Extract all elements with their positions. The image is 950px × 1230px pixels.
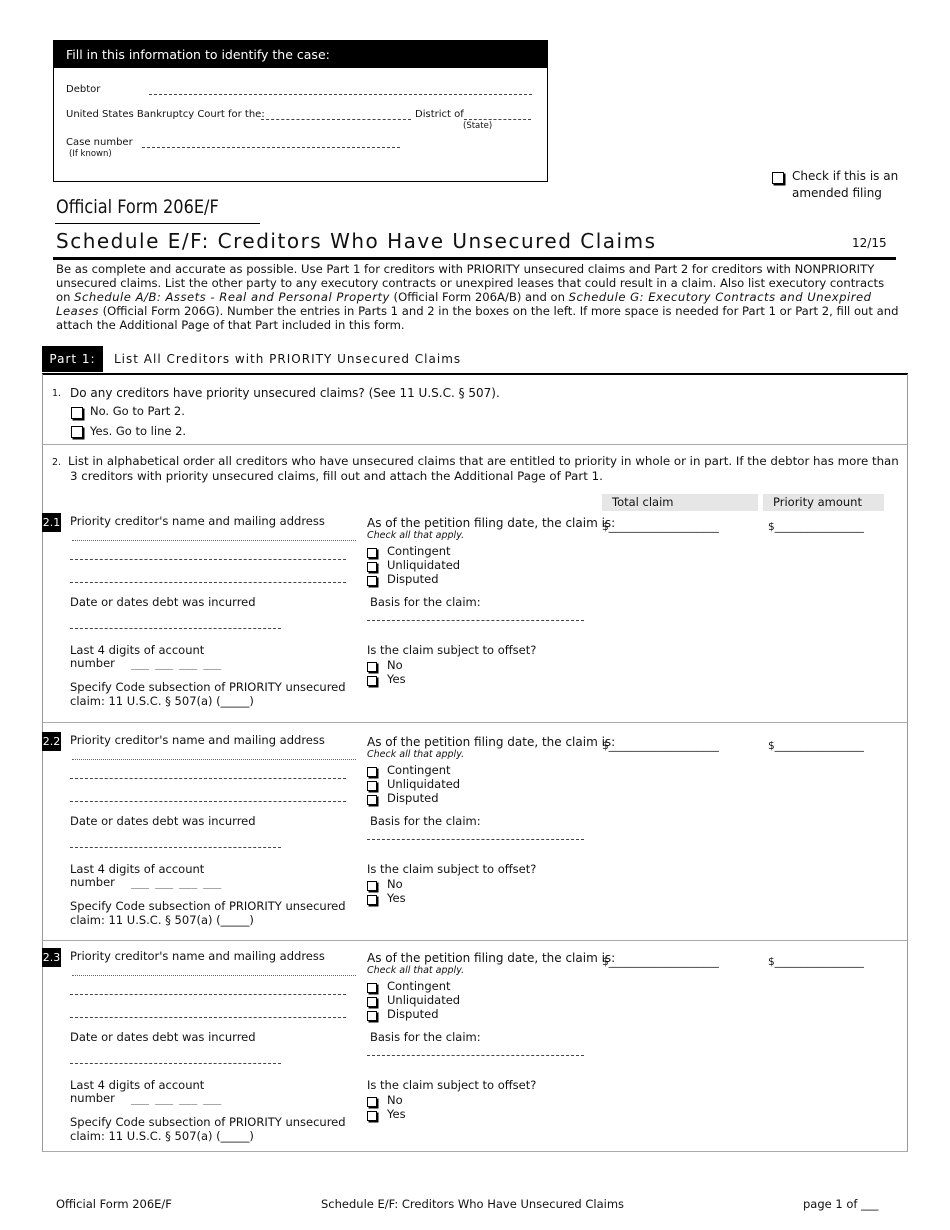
divider-q1	[42, 444, 908, 445]
contingent-label: Contingent	[387, 544, 451, 558]
code-subsection-field[interactable]: claim: 11 U.S.C. § 507(a) (_____)	[70, 1129, 254, 1143]
unliquidated-label: Unliquidated	[387, 993, 461, 1007]
creditor-name-label: Priority creditor's name and mailing address	[70, 949, 325, 963]
offset-yes-label: Yes	[387, 1107, 406, 1121]
creditor-name-field[interactable]	[72, 759, 356, 760]
case-number-field[interactable]	[142, 147, 400, 148]
intro-text-1: Be as complete and accurate as possible. Use Part 1 for creditors with PRIORITY unsecured claims and Part 2 for creditors with NONPRIORITY unsecured claims. List the other party to any executory contracts or unexpired leases that could result in a claim. Also list executory contracts on	[56, 262, 885, 304]
schedule-title: Schedule E/F: Creditors Who Have Unsecured Claims	[56, 229, 657, 253]
total-claim-header: Total claim	[602, 494, 758, 511]
offset-label: Is the claim subject to offset?	[367, 643, 537, 657]
intro-text-2: (Official Form 206A/B) and on	[389, 290, 569, 304]
offset-yes-checkbox[interactable]	[367, 1105, 385, 1124]
amended-filing-checkbox[interactable]	[772, 168, 792, 187]
part-1-title: List All Creditors with PRIORITY Unsecured Claims	[114, 352, 462, 366]
priority-amount-header: Priority amount	[763, 494, 884, 511]
title-rule	[55, 223, 260, 224]
offset-label: Is the claim subject to offset?	[367, 1078, 537, 1092]
q1-number: 1.	[52, 388, 62, 399]
check-all-note: Check all that apply.	[367, 965, 465, 976]
last4-label-2: number	[70, 656, 115, 670]
total-claim-field[interactable]: $_____________________	[602, 956, 719, 968]
priority-amount-field[interactable]: $_________________	[768, 956, 864, 968]
last4-label-1: Last 4 digits of account	[70, 1078, 205, 1092]
basis-field[interactable]	[367, 620, 584, 621]
code-subsection-label: Specify Code subsection of PRIORITY unsecured	[70, 680, 346, 694]
revision-date: 12/15	[852, 236, 887, 250]
form-title: Official Form 206E/F	[56, 196, 219, 218]
intro-italic-1: Schedule A/B: Assets - Real and Personal Property	[74, 290, 390, 304]
claim-number: 2.2	[42, 732, 61, 751]
debtor-label: Debtor	[66, 84, 101, 95]
basis-label: Basis for the claim:	[370, 814, 481, 828]
basis-field[interactable]	[367, 839, 584, 840]
claim-number: 2.1	[42, 513, 61, 532]
district-label: District of	[415, 109, 464, 120]
last4-field[interactable]: ___ ___ ___ ___	[131, 1094, 222, 1105]
debtor-field[interactable]	[149, 94, 532, 95]
unliquidated-label: Unliquidated	[387, 558, 461, 572]
disputed-label: Disputed	[387, 1007, 439, 1021]
last4-field[interactable]: ___ ___ ___ ___	[131, 659, 222, 670]
basis-label: Basis for the claim:	[370, 595, 481, 609]
date-incurred-label: Date or dates debt was incurred	[70, 1030, 256, 1044]
checkbox-icon	[367, 795, 377, 805]
amended-label-1: Check if this is an	[792, 169, 899, 183]
checkbox-icon	[367, 676, 377, 686]
disputed-checkbox[interactable]	[367, 789, 385, 808]
checkbox-icon	[71, 407, 83, 419]
date-incurred-label: Date or dates debt was incurred	[70, 595, 256, 609]
offset-yes-label: Yes	[387, 891, 406, 905]
footer-schedule-name: Schedule E/F: Creditors Who Have Unsecured Claims	[321, 1197, 625, 1211]
disputed-checkbox[interactable]	[367, 1005, 385, 1024]
q2-line-1: List in alphabetical order all creditors who have unsecured claims that are entitled to priority in whole or in part. If the debtor has more than	[68, 454, 899, 468]
intro-italic-2: Schedule G: Executory Contracts and Unexpired Leases	[56, 290, 872, 318]
last4-label-1: Last 4 digits of account	[70, 862, 205, 876]
footer-form-name: Official Form 206E/F	[56, 1197, 172, 1211]
footer-page-number: page 1 of ___	[803, 1197, 879, 1211]
instructions-paragraph	[56, 262, 901, 332]
code-subsection-label: Specify Code subsection of PRIORITY unsecured	[70, 899, 346, 913]
creditor-address-field-1[interactable]	[70, 994, 346, 995]
divider-claim-2-3	[42, 1151, 908, 1152]
checkbox-icon	[367, 895, 377, 905]
creditor-address-field-2[interactable]	[70, 582, 346, 583]
offset-label: Is the claim subject to offset?	[367, 862, 537, 876]
total-claim-field[interactable]: $_____________________	[602, 521, 719, 533]
creditor-name-label: Priority creditor's name and mailing address	[70, 514, 325, 528]
checkbox-icon	[71, 426, 83, 438]
code-subsection-field[interactable]: claim: 11 U.S.C. § 507(a) (_____)	[70, 913, 254, 927]
case-number-label: Case number	[66, 137, 133, 148]
q2-number: 2.	[52, 457, 62, 468]
code-subsection-label: Specify Code subsection of PRIORITY unsecured	[70, 1115, 346, 1129]
last4-label-1: Last 4 digits of account	[70, 643, 205, 657]
creditor-address-field-2[interactable]	[70, 1017, 346, 1018]
total-claim-field[interactable]: $_____________________	[602, 740, 719, 752]
date-incurred-field[interactable]	[70, 1063, 281, 1064]
date-incurred-label: Date or dates debt was incurred	[70, 814, 256, 828]
check-all-note: Check all that apply.	[367, 749, 465, 760]
q1-no-checkbox[interactable]	[71, 403, 91, 422]
date-incurred-field[interactable]	[70, 628, 281, 629]
claim-status-label: As of the petition filing date, the claim is:	[367, 735, 616, 749]
priority-amount-field[interactable]: $_________________	[768, 521, 864, 533]
court-label: United States Bankruptcy Court for the:	[66, 109, 265, 120]
creditor-name-field[interactable]	[72, 540, 356, 541]
checkbox-icon	[367, 576, 377, 586]
basis-label: Basis for the claim:	[370, 1030, 481, 1044]
q1-yes-label: Yes. Go to line 2.	[90, 424, 187, 438]
disputed-label: Disputed	[387, 572, 439, 586]
checkbox-icon	[772, 172, 784, 184]
district-field[interactable]	[464, 119, 531, 120]
unliquidated-label: Unliquidated	[387, 777, 461, 791]
claim-status-label: As of the petition filing date, the claim is:	[367, 951, 616, 965]
state-label: (State)	[463, 121, 493, 131]
offset-no-label: No	[387, 1093, 403, 1107]
q1-yes-checkbox[interactable]	[71, 422, 91, 441]
basis-field[interactable]	[367, 1055, 584, 1056]
case-identification-header: Fill in this information to identify the case:	[54, 41, 547, 68]
checkbox-icon	[367, 1011, 377, 1021]
creditor-name-field[interactable]	[72, 975, 356, 976]
part-1-tag: Part 1:	[42, 346, 103, 372]
disputed-checkbox[interactable]	[367, 570, 385, 589]
offset-yes-checkbox[interactable]	[367, 889, 385, 908]
contingent-label: Contingent	[387, 979, 451, 993]
last4-label-2: number	[70, 875, 115, 889]
date-incurred-field[interactable]	[70, 847, 281, 848]
last4-label-2: number	[70, 1091, 115, 1105]
last4-field[interactable]: ___ ___ ___ ___	[131, 878, 222, 889]
intro-text-3: (Official Form 206G). Number the entries in Parts 1 and 2 in the boxes on the left. If more space is needed for Part 1 or Part 2, fill out and attach the Additional Page of that Part included in this form.	[56, 304, 899, 332]
q1-text: Do any creditors have priority unsecured claims? (See 11 U.S.C. § 507).	[70, 386, 500, 400]
check-all-note: Check all that apply.	[367, 530, 465, 541]
creditor-name-label: Priority creditor's name and mailing address	[70, 733, 325, 747]
offset-yes-label: Yes	[387, 672, 406, 686]
offset-no-label: No	[387, 658, 403, 672]
divider-claim-2-2	[42, 940, 908, 941]
divider-claim-2-1	[42, 722, 908, 723]
creditor-address-field-2[interactable]	[70, 801, 346, 802]
creditor-address-field-1[interactable]	[70, 778, 346, 779]
amended-label-2: amended filing	[792, 186, 882, 200]
contingent-label: Contingent	[387, 763, 451, 777]
offset-yes-checkbox[interactable]	[367, 670, 385, 689]
case-number-sublabel: (If known)	[69, 149, 112, 159]
claim-number: 2.3	[42, 948, 61, 967]
priority-amount-field[interactable]: $_________________	[768, 740, 864, 752]
checkbox-icon	[367, 1111, 377, 1121]
q2-line-2: 3 creditors with priority unsecured claims, fill out and attach the Additional Page of Part 1.	[70, 469, 603, 483]
heavy-title-rule	[53, 257, 896, 260]
q1-no-label: No. Go to Part 2.	[90, 404, 185, 418]
code-subsection-field[interactable]: claim: 11 U.S.C. § 507(a) (_____)	[70, 694, 254, 708]
offset-no-label: No	[387, 877, 403, 891]
claim-status-label: As of the petition filing date, the claim is:	[367, 516, 616, 530]
creditor-address-field-1[interactable]	[70, 559, 346, 560]
disputed-label: Disputed	[387, 791, 439, 805]
case-identification-box	[53, 40, 548, 182]
court-field[interactable]	[261, 119, 411, 120]
